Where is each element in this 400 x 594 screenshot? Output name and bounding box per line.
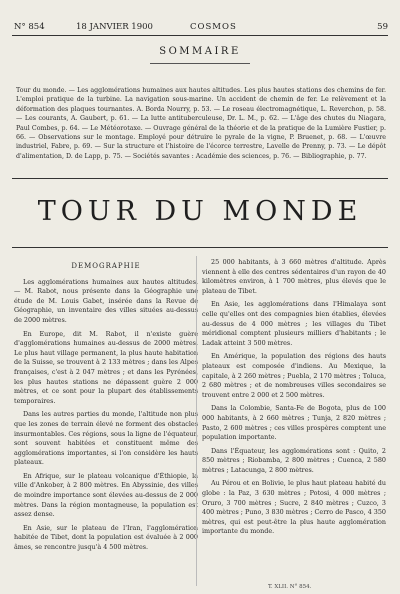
section-heading: DÉMOGRAPHIE — [71, 262, 141, 270]
right-paragraph: Dans la Colombie, Santa-Fe de Bogota, plus de 100 000 habitants, à 2 660 mètres ; Tunja, 2 820 mètres ; Pasto, 2 600 mètres ; ces villes prospères comptent une population importante. — [202, 404, 386, 442]
running-header — [14, 21, 388, 33]
right-paragraph: En Asie, les agglomérations dans l'Himalaya sont celle qu'elles ont des compagnies bien établies, élevées au-dessus de 4 000 mètres ; les villages du Tibet méridional comptent plusieurs milliers d'habitants ; le Ladak atteint 3 500 mètres. — [202, 300, 386, 347]
right-column — [202, 258, 386, 541]
sommaire-title: SOMMAIRE — [159, 46, 241, 57]
sommaire-rule — [150, 63, 250, 64]
section-rule-top — [12, 178, 388, 179]
left-paragraph: Les agglomérations humaines aux hautes altitudes. — M. Rabot, nous présente dans la Géographie une étude de M. Louis Gabet, insérée dans la Revue de Géographie, un inventaire des villes situées au-dessus de 2000 mètres. — [14, 277, 198, 324]
page-number: 59 — [377, 22, 388, 32]
section-rule-bottom — [12, 247, 388, 248]
left-paragraph: En Europe, dit M. Rabot, il n'existe guère d'agglomérations humaines au-dessus de 2000 mètres. Le plus haut village permanent, la plus haute habitation de la Suisse, se trouvent à 2 133 mètres ; dans les Alpes françaises, c'est à 2 047 mètres ; et dans les Pyrénées, les plus hautes stations ne dépassent guère 2 000 mètres, et ce sont pour la plupart des établissements temporaires. — [14, 329, 198, 405]
footer-signature: T. XLII. N° 854. — [268, 584, 312, 590]
left-paragraph: En Afrique, sur le plateau volcanique d'Éthiopie, la ville d'Ankober, à 2 800 mètres. En Abyssinie, des villes de moindre importance sont élevées au-dessus de 2 000 mètres. Dans la région montagneuse, la population est assez dense. — [14, 471, 198, 519]
right-paragraph: Dans l'Équateur, les agglomérations sont : Quito, 2 850 mètres ; Riobamba, 2 800 mètres ; Cuenca, 2 580 mètres ; Latacunga, 2 800 mètres. — [202, 446, 386, 474]
journal-name: COSMOS — [190, 22, 237, 32]
column-divider — [196, 256, 197, 586]
right-paragraph: 25 000 habitants, à 3 660 mètres d'altitude. Après viennent à elle des centres sédentaires d'un rayon de 40 kilomètres environ, à 1 700 mètres, plus élevés que le plateau de Tibet. — [202, 258, 386, 295]
sommaire-text: Tour du monde. — Les agglomérations humaines aux hautes altitudes. Les plus hautes stations des chemins de fer. L'emploi pratique de la turbine. La navigation sous-marine. Un accident de chemin de fer. Le relèvement et la déformation des plaques tournantes. A. Borda Nourry, p. 53. — Le roseau électromagnétique, L. Reverchon, p. 58. — Les courants, A. Gaubert, p. 61. — La lutte antituberculeuse, Dr. L. M., p. 62. — L'âge des chutes du Niagara, Paul Combes, p. 64. — Le Météorotaxe. — Ouvrage général de la théorie et de la pratique de la Lumière Fustier, p. 66. — Observations sur le montage. Employé pour détruire le pyrale de la vigne, P. Bruenet, p. 68. — L'œuvre industriel, Fabre, p. 69. — Sur la structure et l'histoire de l'écorce terrestre, Lavelle de Prenny, p. 73. — Le dépôt d'alimentation, D. de Lapp, p. 75. — Sociétés savantes : Académie des sciences, p. 76. — Bibliographie, p. 77. — [16, 87, 386, 160]
left-paragraph: Dans les autres parties du monde, l'altitude non plus que les zones de terrain élevé ne forment des obstacles insurmontables. Ces régions, sous la ligne de l'équateur, sont souvent habitées et constituent même des agglomérations importantes, si l'on considère les hauts plateaux. — [14, 410, 198, 467]
issue-number: N° 854 — [14, 22, 45, 32]
right-paragraph: Au Pérou et en Bolivie, le plus haut plateau habité du globe : la Paz, 3 630 mètres ; Potosi, 4 000 mètres ; Oruro, 3 700 mètres ; Sucre, 2 840 mètres ; Cuzco, 3 400 mètres ; Puno, 3 830 mètres ; Cerro de Pasco, 4 350 mètres, qui est peut-être la plus haute agglomération importante du monde. — [202, 479, 386, 536]
right-paragraph: En Amérique, la population des régions des hauts plateaux est composée d'indiens. Au Mexique, la capitale, à 2 260 mètres ; Puebla, 2 170 mètres ; Toluca, 2 680 mètres ; et de nombreuses villes secondaires se trouvent entre 2 000 et 2 500 mètres. — [202, 352, 386, 399]
left-column — [14, 262, 198, 557]
left-paragraph: En Asie, sur le plateau de l'Iran, l'agglomération habitée de Tibet, dont la population est évaluée à 2 000 âmes, se rencontre jusqu'à 4 500 mètres. — [14, 523, 198, 552]
issue-date: 18 JANVIER 1900 — [76, 22, 153, 32]
main-title: TOUR DU MONDE — [37, 196, 363, 227]
header-rule — [12, 35, 388, 36]
